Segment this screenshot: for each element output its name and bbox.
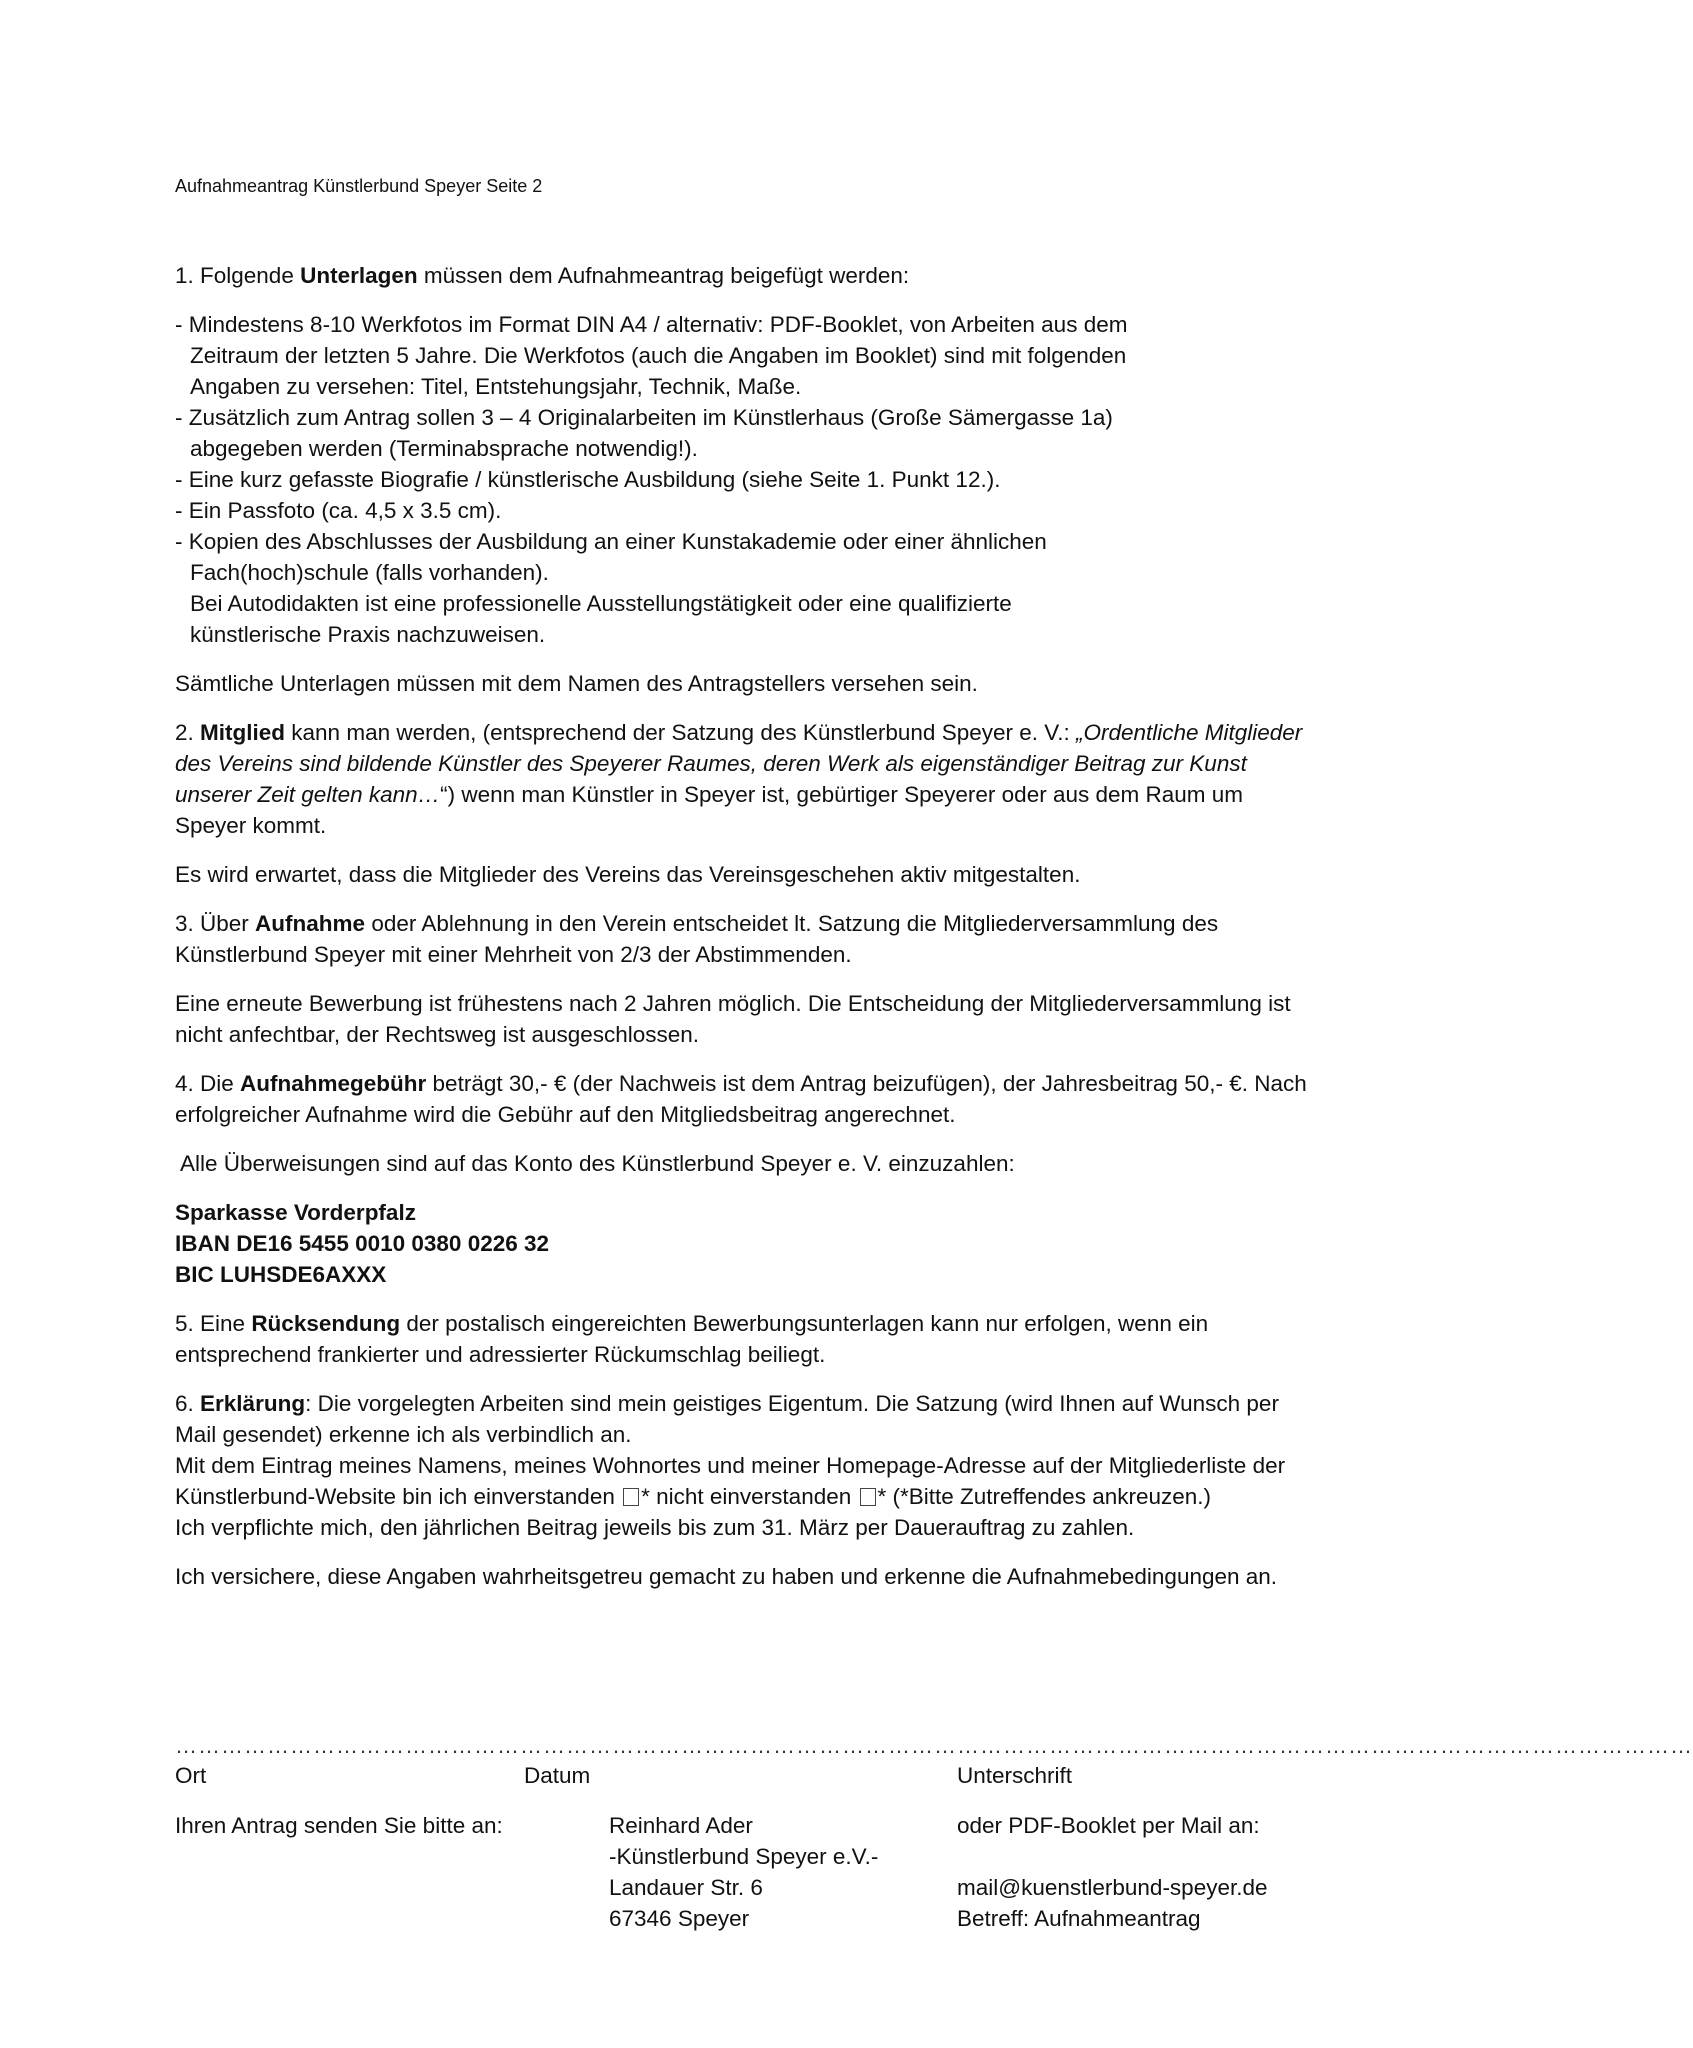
address-line: Reinhard Ader [609, 1813, 753, 1838]
section-6-text: 6. Erklärung: Die vorgelegten Arbeiten sind mein geistiges Eigentum. Die Satzung (wird Ihnen auf Wunsch per Mail gesendet) erkenne ich als verbindlich an. [175, 1391, 1279, 1447]
section-3-note: Eine erneute Bewerbung ist frühestens nach 2 Jahren möglich. Die Entscheidung der Mitgliederversammlung ist nicht anfechtbar, der Rechtsweg ist ausgeschlossen. [175, 991, 1291, 1047]
list-line: - Zusätzlich zum Antrag sollen 3 – 4 Originalarbeiten im Künstlerhaus (Große Sämergasse 1a) [175, 405, 1113, 430]
mailing-address [609, 1810, 878, 1934]
address-line: -Künstlerbund Speyer e.V.- [609, 1844, 879, 1869]
list-line: abgegeben werden (Terminabsprache notwendig!). [190, 436, 698, 461]
section-2-note: Es wird erwartet, dass die Mitglieder des Vereins das Vereinsgeschehen aktiv mitgestalten. [175, 862, 1081, 887]
list-line: Fach(hoch)schule (falls vorhanden). [190, 560, 549, 585]
section-1-note: Sämtliche Unterlagen müssen mit dem Namen des Antragstellers versehen sein. [175, 671, 978, 696]
section-1-heading: 1. Folgende Unterlagen müssen dem Aufnahmeantrag beigefügt werden: [175, 263, 910, 288]
consent-agree-checkbox[interactable] [623, 1488, 639, 1506]
email-link[interactable]: mail@kuenstlerbund-speyer.de [957, 1875, 1268, 1900]
email-subject: Betreff: Aufnahmeantrag [957, 1906, 1201, 1931]
mail-label: oder PDF-Booklet per Mail an: [957, 1813, 1260, 1838]
list-line: Bei Autodidakten ist eine professionelle Ausstellungstätigkeit oder eine qualifizierte [190, 591, 1012, 616]
label-datum: Datum [524, 1763, 591, 1788]
address-line: Landauer Str. 6 [609, 1875, 763, 1900]
list-line: künstlerische Praxis nachzuweisen. [190, 622, 546, 647]
bank-bic: BIC LUHSDE6AXXX [175, 1262, 387, 1287]
label-ort: Ort [175, 1763, 207, 1788]
section-4-note: Alle Überweisungen sind auf das Konto des Künstlerbund Speyer e. V. einzuzahlen: [175, 1151, 1015, 1176]
document-body [175, 260, 1315, 1592]
label-unterschrift: Unterschrift [957, 1763, 1073, 1788]
bank-name: Sparkasse Vorderpfalz [175, 1200, 416, 1225]
consent-statement: Mit dem Eintrag meines Namens, meines Wohnortes und meiner Homepage-Adresse auf der Mitgliederliste der Künstlerbund-Website bin ich einverstanden * nicht einverstanden * (*Bitte Zutreffendes ankreuzen.) [175, 1453, 1286, 1509]
address-line: 67346 Speyer [609, 1906, 750, 1931]
list-line: Angaben zu versehen: Titel, Entstehungsjahr, Technik, Maße. [190, 374, 802, 399]
list-line: - Mindestens 8-10 Werkfotos im Format DIN A4 / alternativ: PDF-Booklet, von Arbeiten aus dem [175, 312, 1128, 337]
bank-iban: IBAN DE16 5455 0010 0380 0226 32 [175, 1231, 550, 1256]
section-3-text: 3. Über Aufnahme oder Ablehnung in den Verein entscheidet lt. Satzung die Mitgliederversammlung des Künstlerbund Speyer mit einer Mehrheit von 2/3 der Abstimmenden. [175, 911, 1219, 967]
list-line: - Kopien des Abschlusses der Ausbildung an einer Kunstakademie oder einer ähnlichen [175, 529, 1047, 554]
section-2-text: 2. Mitglied kann man werden, (entsprechend der Satzung des Künstlerbund Speyer e. V.: „Ordentliche Mitglieder des Vereins sind bildende Künstler des Speyerer Raumes, deren Werk als eigenständiger Beitrag zur Kunst unserer Zeit gelten kann…“) wenn man Künstler in Speyer ist, gebürtiger Speyerer oder aus dem Raum um Speyer kommt. [175, 720, 1303, 838]
list-line: - Eine kurz gefasste Biografie / künstlerische Ausbildung (siehe Seite 1. Punkt 12.). [175, 467, 1001, 492]
send-label: Ihren Antrag senden Sie bitte an: [175, 1813, 503, 1838]
bank-details [175, 1197, 1315, 1290]
payment-commitment: Ich verpflichte mich, den jährlichen Beitrag jeweils bis zum 31. März per Dauerauftrag zu zahlen. [175, 1515, 1135, 1540]
signature-line[interactable]: ……………………………………………………………………………………………………………………………………………………………………………… [175, 1733, 1693, 1758]
section-5-text: 5. Eine Rücksendung der postalisch eingereichten Bewerbungsunterlagen kann nur erfolgen, wenn ein entsprechend frankierter und adressierter Rückumschlag beiliegt. [175, 1311, 1209, 1367]
list-line: Zeitraum der letzten 5 Jahre. Die Werkfotos (auch die Angaben im Booklet) sind mit folgenden [190, 343, 1127, 368]
page-header: Aufnahmeantrag Künstlerbund Speyer Seite 2 [175, 176, 543, 196]
assurance-statement: Ich versichere, diese Angaben wahrheitsgetreu gemacht zu haben und erkenne die Aufnahmebedingungen an. [175, 1564, 1278, 1589]
list-line: - Ein Passfoto (ca. 4,5 x 3.5 cm). [175, 498, 502, 523]
consent-disagree-checkbox[interactable] [860, 1488, 876, 1506]
section-4-text: 4. Die Aufnahmegebühr beträgt 30,- € (der Nachweis ist dem Antrag beizufügen), der Jahresbeitrag 50,- €. Nach erfolgreicher Aufnahme wird die Gebühr auf den Mitgliedsbeitrag angerechnet. [175, 1071, 1307, 1127]
